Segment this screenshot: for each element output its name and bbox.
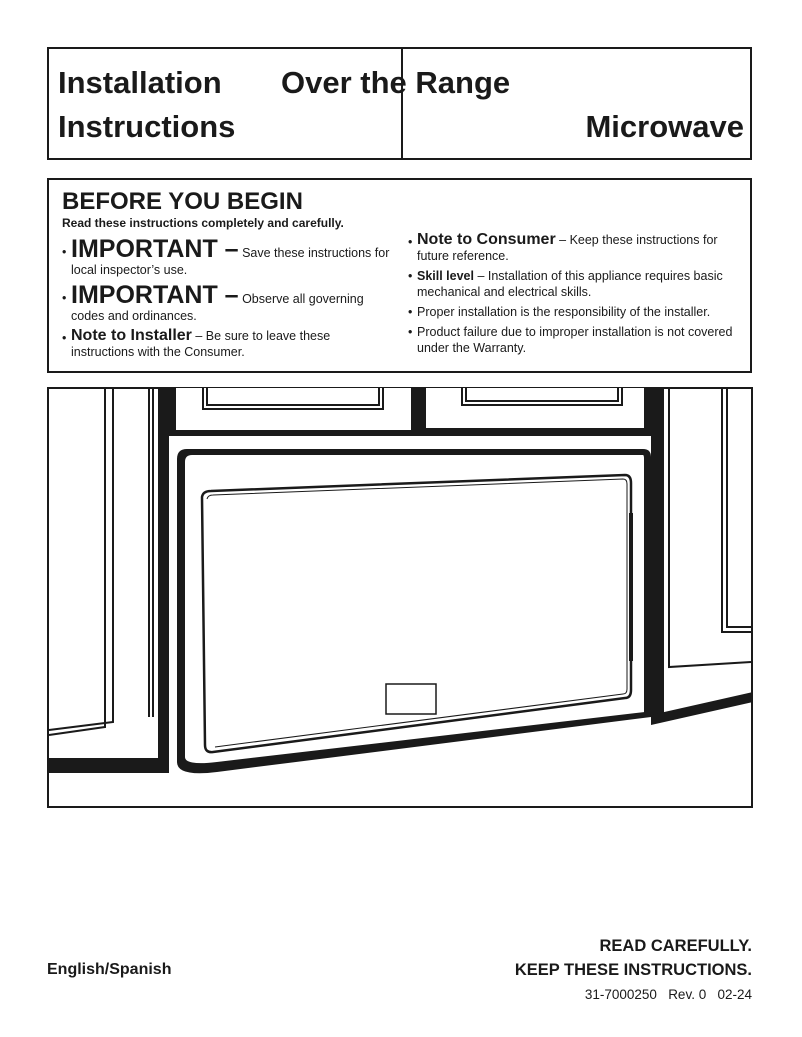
upper-cabinets	[169, 388, 651, 436]
title-instructions: Instructions	[58, 109, 236, 144]
before-you-begin-heading: BEFORE YOU BEGIN	[62, 188, 303, 215]
note-important-codes	[62, 282, 392, 324]
right-cabinet	[651, 388, 751, 718]
part-number: 31-7000250	[584, 987, 657, 1002]
left-upright	[159, 388, 169, 773]
note-lead: Note to Installer	[71, 327, 192, 344]
note-text: – Keep these instructions for future reference.	[417, 233, 718, 263]
bullet: •	[62, 331, 67, 345]
revision: Rev. 0	[668, 987, 707, 1002]
part-number-line	[585, 987, 752, 1002]
note-lead: IMPORTANT –	[71, 235, 239, 263]
microwave-illustration	[47, 387, 753, 808]
read-carefully-notice	[515, 934, 752, 982]
note-lead: Skill level	[417, 269, 474, 283]
note-lead: Note to Consumer	[417, 231, 556, 248]
note-text: Product failure due to improper installation is not covered under the Warranty.	[417, 325, 733, 355]
bullet: •	[408, 269, 413, 283]
language-label: English/Spanish	[47, 961, 172, 978]
revision-date: 02-24	[717, 987, 752, 1002]
bullet: •	[62, 291, 67, 305]
note-text: – Installation of this appliance requires basic mechanical and electrical skills.	[417, 269, 723, 299]
read-line-2: KEEP THESE INSTRUCTIONS.	[514, 961, 752, 979]
read-line-1: READ CAREFULLY.	[599, 937, 752, 955]
note-text: Proper installation is the responsibility of the installer.	[417, 305, 711, 319]
control-panel	[386, 684, 436, 714]
note-proper-installation	[408, 304, 738, 320]
title-over-the-range: Over the Range	[281, 65, 511, 100]
note-important-inspector	[62, 236, 392, 278]
title-installation: Installation	[58, 65, 222, 100]
title-microwave: Microwave	[585, 109, 744, 144]
note-text: Save these instructions for local inspector’s use.	[71, 246, 390, 277]
microwave-body	[177, 449, 651, 773]
note-to-consumer	[408, 232, 738, 264]
note-text: – Be sure to leave these instructions with the Consumer.	[71, 329, 331, 359]
note-skill-level	[408, 268, 738, 300]
before-you-begin-subheading: Read these instructions completely and carefully.	[62, 216, 344, 230]
note-lead: IMPORTANT –	[71, 281, 239, 309]
bullet: •	[408, 325, 413, 339]
bullet: •	[408, 235, 413, 249]
right-notes-column	[408, 232, 738, 356]
note-to-installer	[62, 328, 392, 360]
bullet: •	[62, 245, 67, 259]
bullet: •	[408, 305, 413, 319]
note-text: Observe all governing codes and ordinances.	[71, 292, 364, 323]
note-product-failure	[408, 324, 738, 356]
left-cabinet	[47, 388, 159, 759]
left-notes-column	[62, 236, 392, 360]
title-divider	[401, 47, 403, 160]
